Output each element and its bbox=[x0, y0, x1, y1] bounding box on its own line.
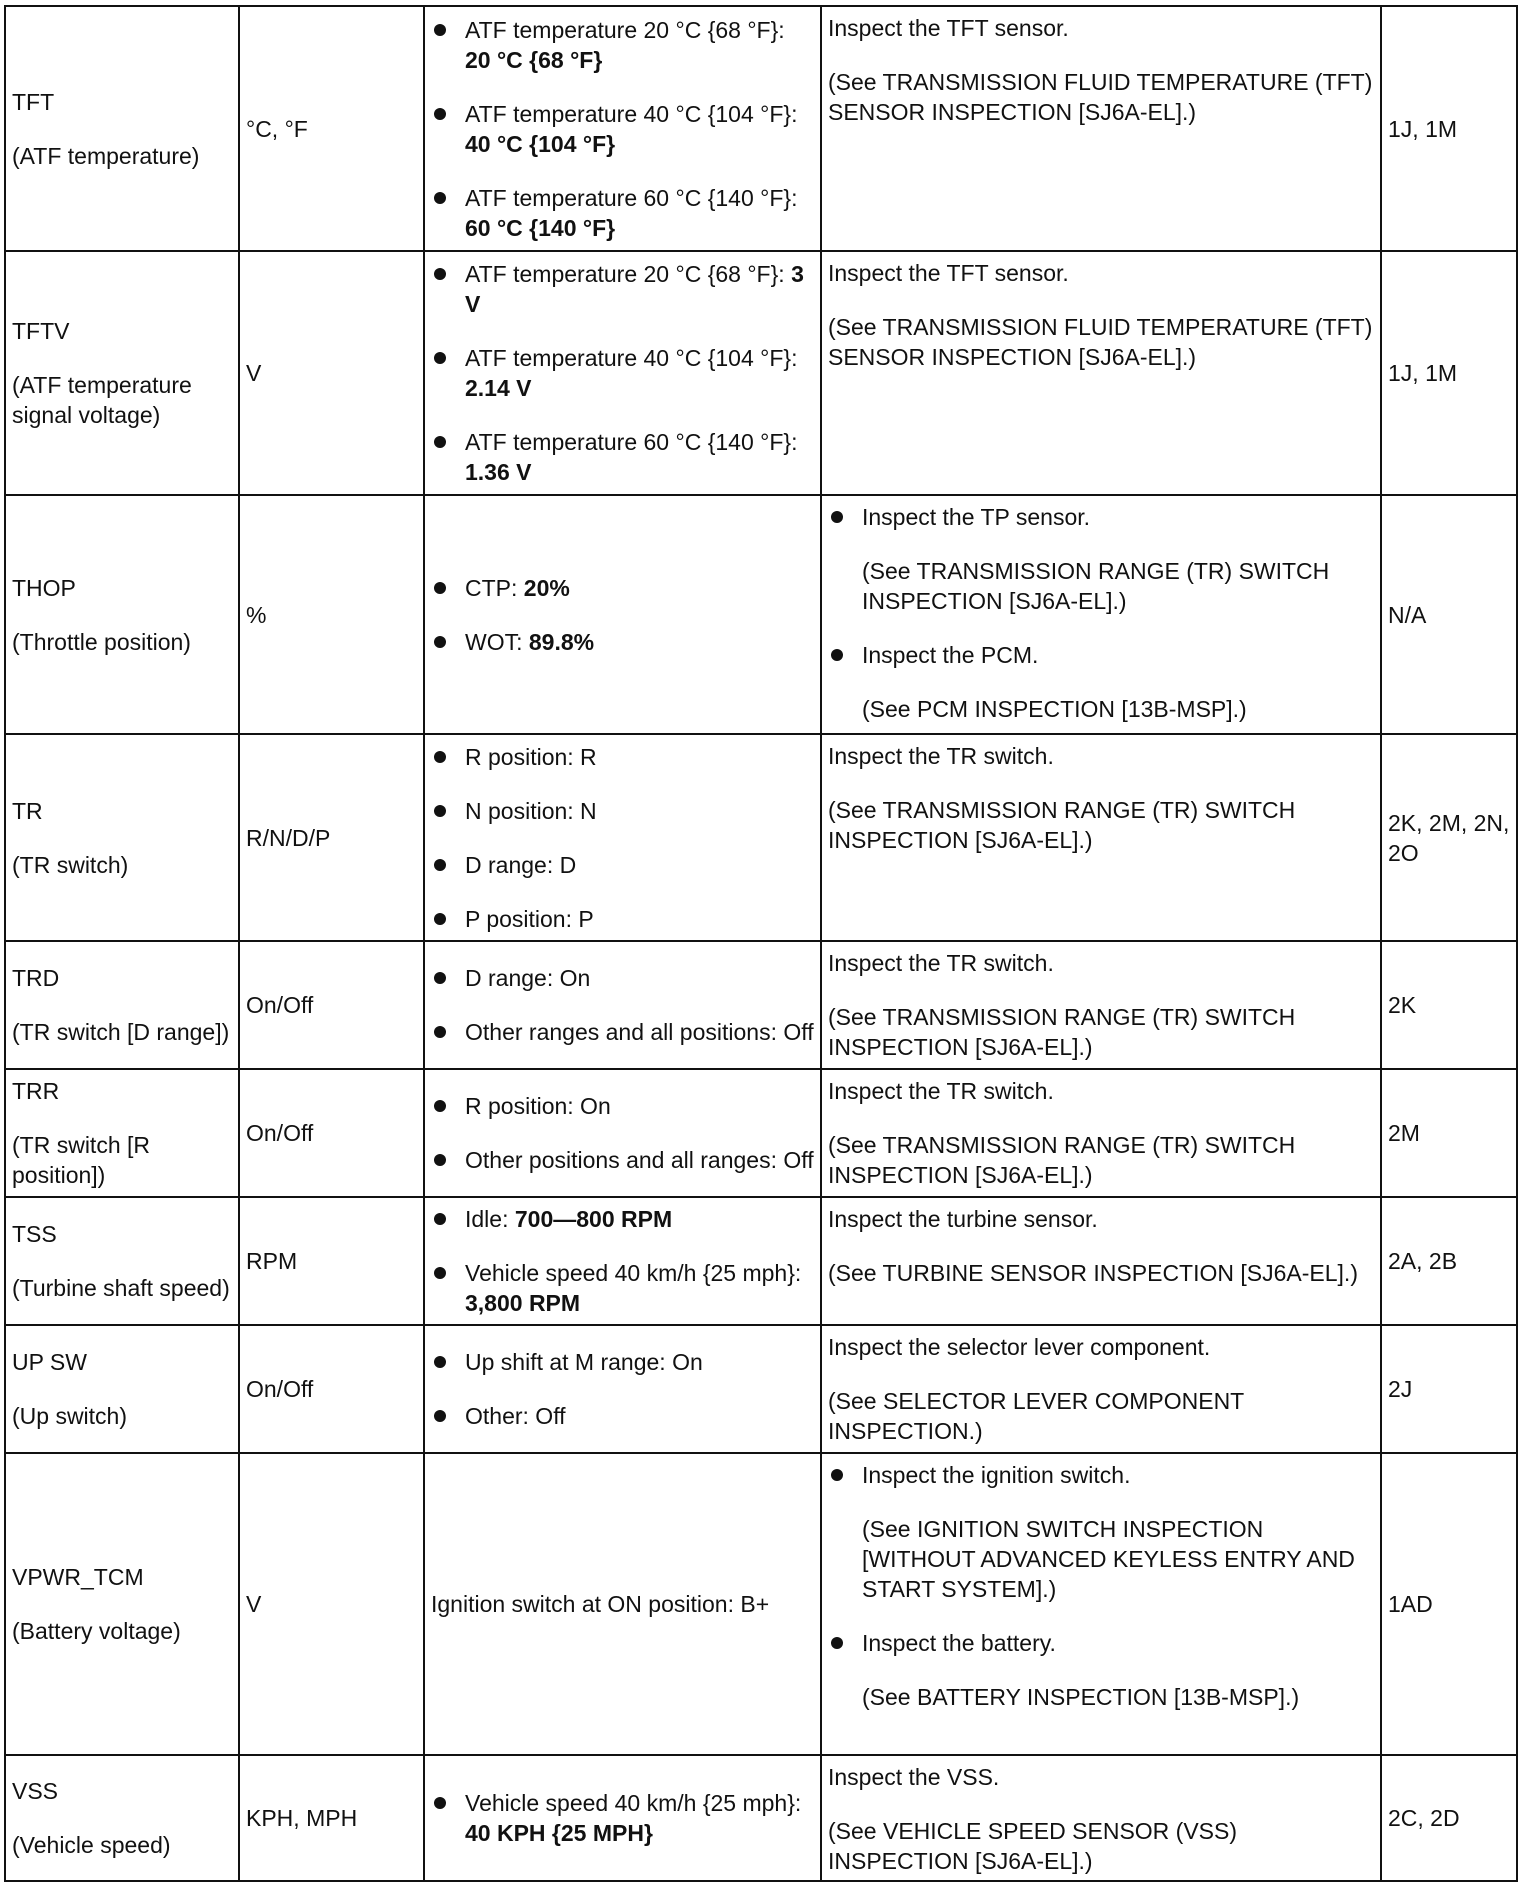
condition-cell bbox=[424, 495, 821, 734]
condition-text: Other ranges and all positions: Off bbox=[465, 1019, 814, 1045]
condition-text: CTP: bbox=[465, 574, 524, 601]
table-row bbox=[5, 1325, 1517, 1453]
condition-text: Idle: bbox=[465, 1206, 515, 1232]
condition-text: R position: R bbox=[465, 743, 597, 770]
terminal-ref-cell: 2J bbox=[1381, 1325, 1517, 1453]
unit-cell: V bbox=[239, 1453, 424, 1755]
bullet-icon bbox=[434, 192, 446, 204]
bullet-icon bbox=[831, 649, 843, 661]
list-item bbox=[431, 1401, 814, 1431]
bullet-icon bbox=[434, 972, 446, 984]
terminal-ref-cell: 1J, 1M bbox=[1381, 251, 1517, 495]
action-reference: (See IGNITION SWITCH INSPECTION [WITHOUT ADVANCED KEYLESS ENTRY AND START SYSTEM].) bbox=[862, 1516, 1355, 1602]
pid-name-cell bbox=[5, 251, 239, 495]
condition-cell bbox=[424, 1069, 821, 1197]
condition-value: 3 V bbox=[465, 261, 804, 317]
list-item bbox=[828, 502, 1374, 616]
condition-cell bbox=[424, 1755, 821, 1881]
list-item bbox=[431, 1788, 814, 1848]
action-reference: (See TRANSMISSION FLUID TEMPERATURE (TFT) SENSOR INSPECTION [SJ6A-EL].) bbox=[828, 314, 1373, 370]
bullet-icon bbox=[434, 636, 446, 648]
pid-name-cell bbox=[5, 1069, 239, 1197]
pid-description: (Turbine shaft speed) bbox=[12, 1275, 230, 1301]
action-text: Inspect the VSS. bbox=[828, 1764, 1000, 1790]
action-cell bbox=[821, 6, 1381, 251]
list-item bbox=[431, 963, 814, 993]
terminal-ref-cell: 2K, 2M, 2N, 2O bbox=[1381, 734, 1517, 941]
table-row bbox=[5, 251, 1517, 495]
condition-text: Other: Off bbox=[465, 1403, 566, 1429]
condition-value: 60 °C {140 °F} bbox=[465, 214, 616, 241]
condition-text: R position: On bbox=[465, 1093, 611, 1119]
pid-description: (TR switch [R position]) bbox=[12, 1132, 150, 1188]
action-cell bbox=[821, 1755, 1381, 1881]
action-cell bbox=[821, 1197, 1381, 1325]
condition-text: Other positions and all ranges: Off bbox=[465, 1147, 814, 1173]
action-reference: (See TRANSMISSION RANGE (TR) SWITCH INSPECTION [SJ6A-EL].) bbox=[828, 797, 1296, 853]
pid-name: TR bbox=[12, 797, 43, 824]
bullet-icon bbox=[434, 751, 446, 763]
condition-text: P position: P bbox=[465, 905, 594, 932]
action-reference: (See TRANSMISSION FLUID TEMPERATURE (TFT) SENSOR INSPECTION [SJ6A-EL].) bbox=[828, 69, 1373, 125]
condition-list bbox=[431, 15, 814, 243]
list-item bbox=[431, 742, 814, 772]
condition-text: ATF temperature 20 °C {68 °F}: bbox=[465, 16, 785, 43]
pid-description: (ATF temperature) bbox=[12, 142, 200, 169]
list-item bbox=[431, 627, 814, 657]
condition-text: ATF temperature 60 °C {140 °F}: bbox=[465, 429, 798, 455]
pid-description: (Vehicle speed) bbox=[12, 1832, 171, 1858]
pid-name: TFTV bbox=[12, 318, 70, 344]
list-item bbox=[431, 1091, 814, 1121]
condition-value: 89.8% bbox=[528, 628, 595, 655]
pid-description: (Battery voltage) bbox=[12, 1618, 181, 1644]
action-reference: (See TRANSMISSION RANGE (TR) SWITCH INSPECTION [SJ6A-EL].) bbox=[862, 558, 1330, 614]
bullet-icon bbox=[434, 1267, 446, 1279]
bullet-icon bbox=[434, 913, 446, 925]
condition-value: 40 °C {104 °F} bbox=[465, 130, 616, 157]
bullet-icon bbox=[434, 859, 446, 871]
action-text: Inspect the ignition switch. bbox=[862, 1462, 1131, 1488]
condition-cell bbox=[424, 1325, 821, 1453]
bullet-icon bbox=[434, 436, 446, 448]
action-reference: (See BATTERY INSPECTION [13B-MSP].) bbox=[862, 1684, 1300, 1710]
unit-cell: On/Off bbox=[239, 941, 424, 1069]
condition-value: 700—800 RPM bbox=[514, 1206, 673, 1232]
bullet-icon bbox=[831, 1469, 843, 1481]
condition-value: 2.14 V bbox=[465, 375, 532, 401]
terminal-ref-cell: 1AD bbox=[1381, 1453, 1517, 1755]
condition-cell bbox=[424, 6, 821, 251]
action-cell bbox=[821, 1069, 1381, 1197]
pid-description: (TR switch) bbox=[12, 851, 129, 878]
list-item bbox=[431, 99, 814, 159]
table-row bbox=[5, 1755, 1517, 1881]
terminal-ref-cell: 2A, 2B bbox=[1381, 1197, 1517, 1325]
terminal-ref-cell: 2M bbox=[1381, 1069, 1517, 1197]
bullet-icon bbox=[434, 582, 446, 594]
bullet-icon bbox=[434, 805, 446, 817]
action-text: Inspect the selector lever component. bbox=[828, 1334, 1211, 1360]
pid-name-cell bbox=[5, 495, 239, 734]
unit-cell: V bbox=[239, 251, 424, 495]
list-item bbox=[431, 573, 814, 603]
terminal-ref-cell: 1J, 1M bbox=[1381, 6, 1517, 251]
unit-cell: On/Off bbox=[239, 1325, 424, 1453]
action-text: Inspect the TR switch. bbox=[828, 743, 1054, 769]
pid-name: TRR bbox=[12, 1078, 60, 1104]
action-text: Inspect the TFT sensor. bbox=[828, 260, 1069, 286]
condition-cell bbox=[424, 734, 821, 941]
list-item bbox=[431, 1258, 814, 1318]
condition-cell bbox=[424, 941, 821, 1069]
condition-value: 40 KPH {25 MPH} bbox=[465, 1820, 653, 1846]
condition-text: D range: On bbox=[465, 965, 591, 991]
action-reference: (See TURBINE SENSOR INSPECTION [SJ6A-EL].) bbox=[828, 1260, 1358, 1286]
condition-text: ATF temperature 20 °C {68 °F}: bbox=[465, 261, 792, 287]
pid-name-cell bbox=[5, 1197, 239, 1325]
list-item bbox=[828, 1460, 1374, 1604]
table-row bbox=[5, 1453, 1517, 1755]
pid-name-cell bbox=[5, 1755, 239, 1881]
bullet-icon bbox=[434, 1356, 446, 1368]
action-reference: (See TRANSMISSION RANGE (TR) SWITCH INSPECTION [SJ6A-EL].) bbox=[828, 1132, 1296, 1188]
pid-name: THOP bbox=[12, 574, 76, 601]
action-reference: (See PCM INSPECTION [13B-MSP].) bbox=[862, 696, 1247, 722]
terminal-ref-cell: 2C, 2D bbox=[1381, 1755, 1517, 1881]
bullet-icon bbox=[434, 1410, 446, 1422]
unit-cell: °C, °F bbox=[239, 6, 424, 251]
pid-name: VPWR_TCM bbox=[12, 1564, 144, 1590]
action-cell bbox=[821, 251, 1381, 495]
unit-cell: KPH, MPH bbox=[239, 1755, 424, 1881]
condition-list bbox=[431, 259, 814, 487]
pid-name-cell bbox=[5, 734, 239, 941]
list-item bbox=[431, 1204, 814, 1234]
list-item bbox=[431, 1347, 814, 1377]
list-item bbox=[431, 343, 814, 403]
bullet-icon bbox=[434, 1797, 446, 1809]
list-item bbox=[431, 1145, 814, 1175]
list-item bbox=[431, 15, 814, 75]
table-row bbox=[5, 941, 1517, 1069]
condition-text: ATF temperature 40 °C {104 °F}: bbox=[465, 100, 798, 127]
action-text: Inspect the battery. bbox=[862, 1630, 1056, 1656]
condition-text: ATF temperature 60 °C {140 °F}: bbox=[465, 184, 798, 211]
table-row bbox=[5, 734, 1517, 941]
condition-value: 1.36 V bbox=[465, 459, 532, 485]
pid-name-cell bbox=[5, 1325, 239, 1453]
condition-text: Up shift at M range: On bbox=[465, 1349, 703, 1375]
action-text: Inspect the TFT sensor. bbox=[828, 15, 1069, 41]
condition-text: ATF temperature 40 °C {104 °F}: bbox=[465, 345, 798, 371]
terminal-ref-cell: 2K bbox=[1381, 941, 1517, 1069]
condition-list bbox=[431, 573, 814, 657]
bullet-icon bbox=[434, 24, 446, 36]
action-text: Inspect the TR switch. bbox=[828, 1078, 1054, 1104]
condition-text: WOT: bbox=[465, 628, 529, 655]
pid-name-cell bbox=[5, 1453, 239, 1755]
table-row bbox=[5, 1069, 1517, 1197]
condition-list bbox=[431, 963, 814, 1047]
list-item bbox=[828, 1628, 1374, 1712]
action-text: Inspect the TR switch. bbox=[828, 950, 1054, 976]
condition-list bbox=[431, 1091, 814, 1175]
list-item bbox=[431, 427, 814, 487]
bullet-icon bbox=[434, 1154, 446, 1166]
list-item bbox=[431, 1017, 814, 1047]
condition-text: N position: N bbox=[465, 797, 597, 824]
list-item bbox=[431, 183, 814, 243]
action-reference: (See SELECTOR LEVER COMPONENT INSPECTION.) bbox=[828, 1388, 1244, 1444]
action-cell bbox=[821, 941, 1381, 1069]
list-item bbox=[431, 904, 814, 934]
condition-cell bbox=[424, 251, 821, 495]
condition-text: D range: D bbox=[465, 851, 577, 878]
pid-monitoring-table bbox=[4, 5, 1518, 1882]
pid-name: VSS bbox=[12, 1778, 59, 1804]
bullet-icon bbox=[434, 1026, 446, 1038]
bullet-icon bbox=[831, 1637, 843, 1649]
action-cell bbox=[821, 495, 1381, 734]
pid-description: (Throttle position) bbox=[12, 628, 191, 655]
condition-cell: Ignition switch at ON position: B+ bbox=[424, 1453, 821, 1755]
list-item bbox=[431, 259, 814, 319]
action-text: Inspect the turbine sensor. bbox=[828, 1206, 1098, 1232]
action-list bbox=[828, 502, 1374, 724]
action-text: Inspect the TP sensor. bbox=[862, 504, 1091, 530]
table-row bbox=[5, 495, 1517, 734]
pid-description: (ATF temperature signal voltage) bbox=[12, 372, 192, 428]
bullet-icon bbox=[434, 352, 446, 364]
pid-name: TRD bbox=[12, 965, 60, 991]
condition-list bbox=[431, 1347, 814, 1431]
table-row bbox=[5, 1197, 1517, 1325]
pid-name-cell bbox=[5, 941, 239, 1069]
action-list bbox=[828, 1460, 1374, 1712]
terminal-ref-cell: N/A bbox=[1381, 495, 1517, 734]
pid-name: TSS bbox=[12, 1221, 57, 1247]
pid-name-cell bbox=[5, 6, 239, 251]
bullet-icon bbox=[434, 1100, 446, 1112]
action-reference: (See VEHICLE SPEED SENSOR (VSS) INSPECTION [SJ6A-EL].) bbox=[828, 1818, 1238, 1874]
unit-cell: RPM bbox=[239, 1197, 424, 1325]
list-item bbox=[828, 640, 1374, 724]
condition-value: 20 °C {68 °F} bbox=[465, 46, 603, 73]
bullet-icon bbox=[434, 1213, 446, 1225]
condition-value: 20% bbox=[523, 574, 570, 601]
bullet-icon bbox=[434, 268, 446, 280]
action-text: Inspect the PCM. bbox=[862, 642, 1039, 668]
unit-cell: On/Off bbox=[239, 1069, 424, 1197]
action-cell bbox=[821, 1453, 1381, 1755]
condition-list bbox=[431, 1788, 814, 1848]
condition-text: Vehicle speed 40 km/h {25 mph}: bbox=[465, 1790, 802, 1816]
condition-list bbox=[431, 1204, 814, 1318]
bullet-icon bbox=[434, 108, 446, 120]
condition-list bbox=[431, 742, 814, 934]
pid-name: TFT bbox=[12, 88, 55, 115]
pid-name: UP SW bbox=[12, 1349, 87, 1375]
list-item bbox=[431, 850, 814, 880]
action-reference: (See TRANSMISSION RANGE (TR) SWITCH INSPECTION [SJ6A-EL].) bbox=[828, 1004, 1296, 1060]
pid-description: (Up switch) bbox=[12, 1403, 128, 1429]
pid-description: (TR switch [D range]) bbox=[12, 1019, 230, 1045]
condition-text: Vehicle speed 40 km/h {25 mph}: bbox=[465, 1260, 802, 1286]
action-cell bbox=[821, 734, 1381, 941]
table-row bbox=[5, 6, 1517, 251]
condition-value: 3,800 RPM bbox=[465, 1290, 581, 1316]
unit-cell: % bbox=[239, 495, 424, 734]
action-cell bbox=[821, 1325, 1381, 1453]
bullet-icon bbox=[831, 511, 843, 523]
condition-cell bbox=[424, 1197, 821, 1325]
list-item bbox=[431, 796, 814, 826]
unit-cell: R/N/D/P bbox=[239, 734, 424, 941]
